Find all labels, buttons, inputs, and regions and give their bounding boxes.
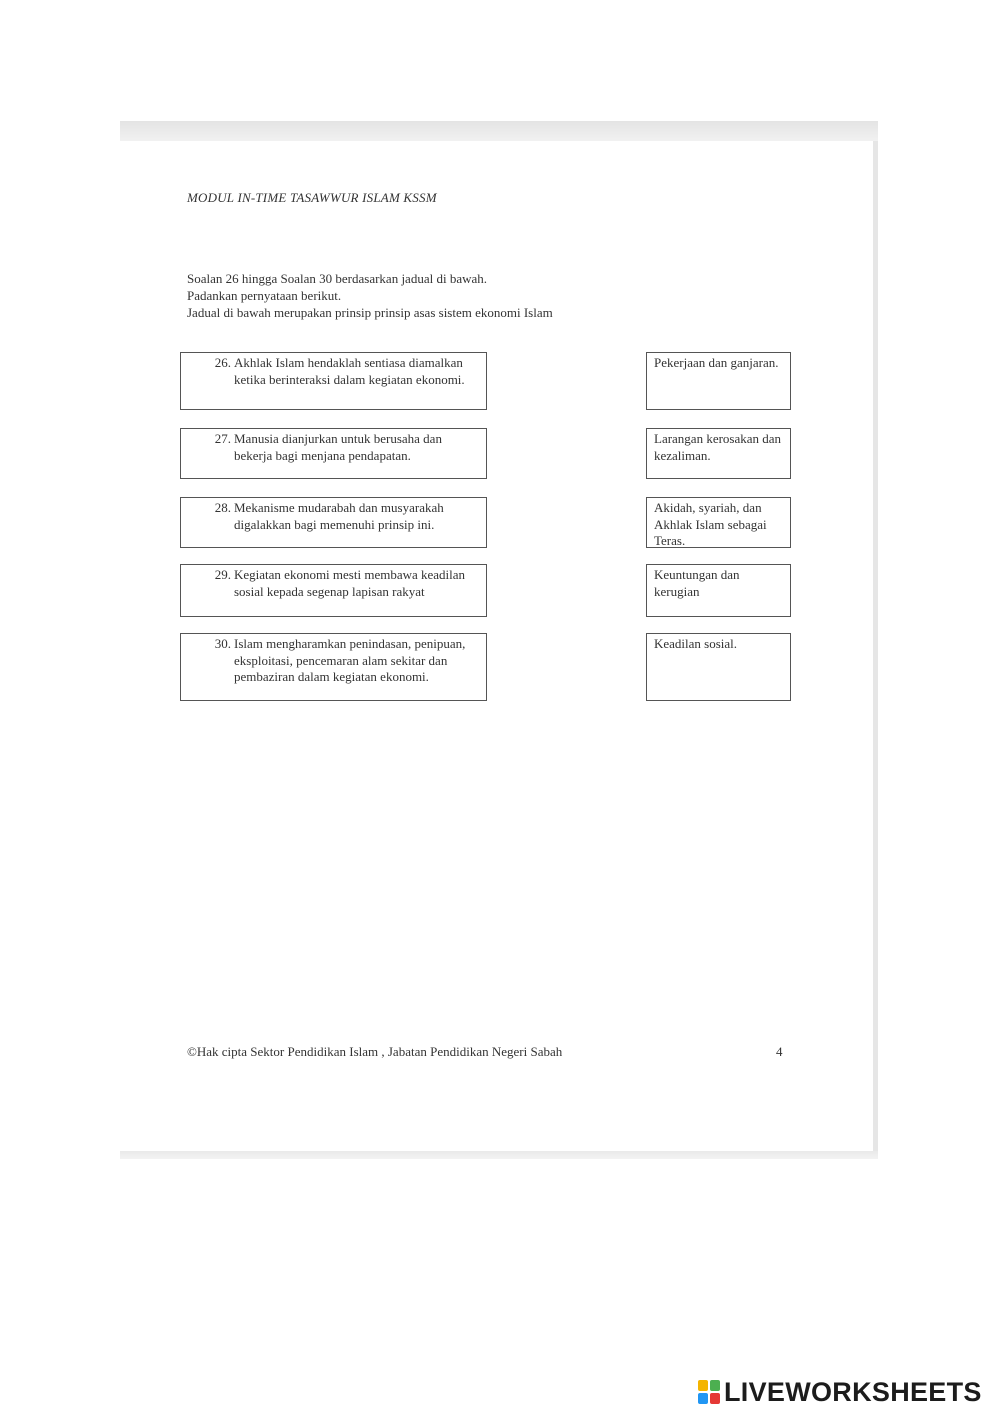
question-box-27[interactable] [180,428,487,479]
question-number: 26. [214,355,231,370]
instruction-line: Jadual di bawah merupakan prinsip prinsip asas sistem ekonomi Islam [187,305,553,320]
answer-box-5[interactable]: Keadilan sosial. [646,633,791,701]
question-box-30[interactable] [180,633,487,701]
answer-box-3[interactable]: Akidah, syariah, dan Akhlak Islam sebagai Teras. [646,497,791,548]
instruction-line: Soalan 26 hingga Soalan 30 berdasarkan jadual di bawah. [187,271,487,286]
question-number: 30. [214,636,231,651]
question-text: Islam mengharamkan penindasan, penipuan, eksploitasi, pencemaran alam sekitar dan pembaziran dalam kegiatan ekonomi. [234,636,466,684]
question-text: Akhlak Islam hendaklah sentiasa diamalkan ketika berinteraksi dalam kegiatan ekonomi. [234,355,465,387]
logo-square [698,1380,708,1391]
answer-box-1[interactable]: Pekerjaan dan ganjaran. [646,352,791,410]
instruction-line: Padankan pernyataan berikut. [187,288,342,303]
module-title: MODUL IN-TIME TASAWWUR ISLAM KSSM [187,190,437,205]
liveworksheets-logo-icon [698,1380,720,1404]
question-number: 28. [214,500,231,515]
logo-square [710,1380,720,1391]
question-box-26[interactable] [180,352,487,410]
question-text: Manusia dianjurkan untuk berusaha dan bekerja bagi menjana pendapatan. [234,431,442,463]
instructions [187,270,553,321]
question-box-28[interactable] [180,497,487,548]
question-text: Kegiatan ekonomi mesti membawa keadilan sosial kepada segenap lapisan rakyat [234,567,466,599]
question-box-29[interactable] [180,564,487,617]
answer-box-2[interactable]: Larangan kerosakan dan kezaliman. [646,428,791,479]
question-number: 27. [214,431,231,446]
liveworksheets-brand [698,1375,982,1409]
brand-text: LIVEWORKSHEETS [724,1376,982,1407]
sheet-edge-top [120,121,878,141]
answer-box-4[interactable]: Keuntungan dan kerugian [646,564,791,617]
logo-square [710,1393,720,1404]
logo-square [698,1393,708,1404]
question-text: Mekanisme mudarabah dan musyarakah digalakkan bagi memenuhi prinsip ini. [234,500,444,532]
page-number: 4 [776,1044,783,1059]
sheet-edge-bottom [120,1151,878,1159]
question-number: 29. [214,567,231,582]
copyright-text: ©Hak cipta Sektor Pendidikan Islam , Jabatan Pendidikan Negeri Sabah [187,1044,563,1059]
sheet-edge-right [873,141,878,1153]
